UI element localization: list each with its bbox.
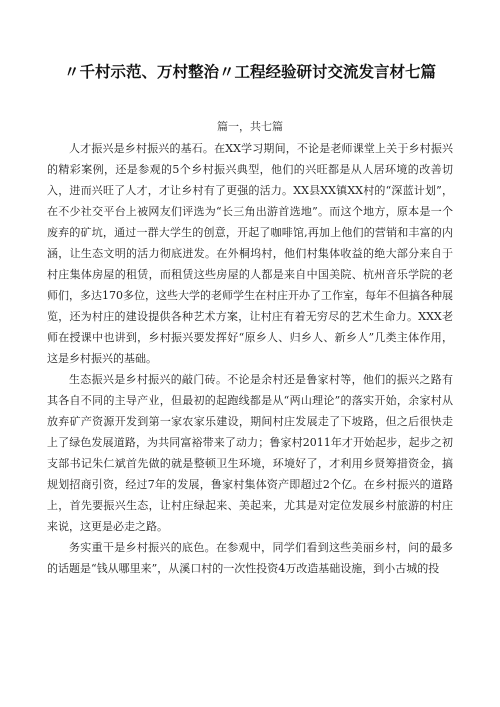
paragraph-pragmatism: 务实重干是乡村振兴的底色。在参观中，同学们看到这些美丽乡村，问的最多的话题是“钱从哪里来”，从溪口村的一次性投资4万改造基础设施，到小古城的投: [47, 541, 453, 575]
paragraph-talent: 人才振兴是乡村振兴的基石。在XX学习期间，不论是老师课堂上关于乡村振兴的精彩案例，还是参观的5个乡村振兴典型，他们的兴旺都是从人居环境的改善切入，进而兴旺了人才，才让乡村有了更强的活力。XX县XX镇XX村的“深蓝计划”，在不少社交平台上被网友们评选为“长三角出游首选地”。而这个地方，原本是一个废弃的矿坑，通过一群大学生的创意，开起了咖啡馆,再加上他们的营销和丰富的内涵，让生态文明的活力彻底迸发。在外桐坞村，他们村集体收益的绝大部分来自于村庄集体房屋的租赁，而租赁这些房屋的人都是来自中国美院、杭州音乐学院的老师们，多达170多位，这些大学的老师学生在村庄开办了工作室，每年不但搞各种展览，还为村庄的建设提供各种艺术方案，让村庄有着无穷尽的艺术生命力。XXX老师在授课中也讲到，乡村振兴要发挥好“原乡人、归乡人、新乡人”几类主体作用，这是乡村振兴的基础。: [47, 142, 453, 365]
document-title: 〃千村示范、万村整治〃工程经验研讨交流发言材七篇: [63, 63, 436, 81]
document-body: [47, 138, 453, 579]
paragraph-ecology: 生态振兴是乡村振兴的敲门砖。不论是余村还是鲁家村等，他们的振兴之路有其各自不同的主导产业，但最初的起跑线都是从“两山理论”的落实开始，余家村从放弃矿产资源开发到第一家农家乐建设，期间村庄发展走了下坡路，但之后很快走上了绿色发展道路，为共同富裕带来了动力；鲁家村2011年才开始起步，起步之初支部书记朱仁斌首先做的就是整顿卫生环境，环境好了，才利用乡贤筹措资金，搞规划招商引资，经过7年的发展，鲁家村集体资产即超过2个亿。在乡村振兴的道路上，首先要振兴生态，让村庄绿起来、美起来，尤其是对定位发展乡村旅游的村庄来说，这更是必走之路。: [47, 373, 453, 533]
section-heading: 篇一，共七篇: [217, 120, 283, 133]
